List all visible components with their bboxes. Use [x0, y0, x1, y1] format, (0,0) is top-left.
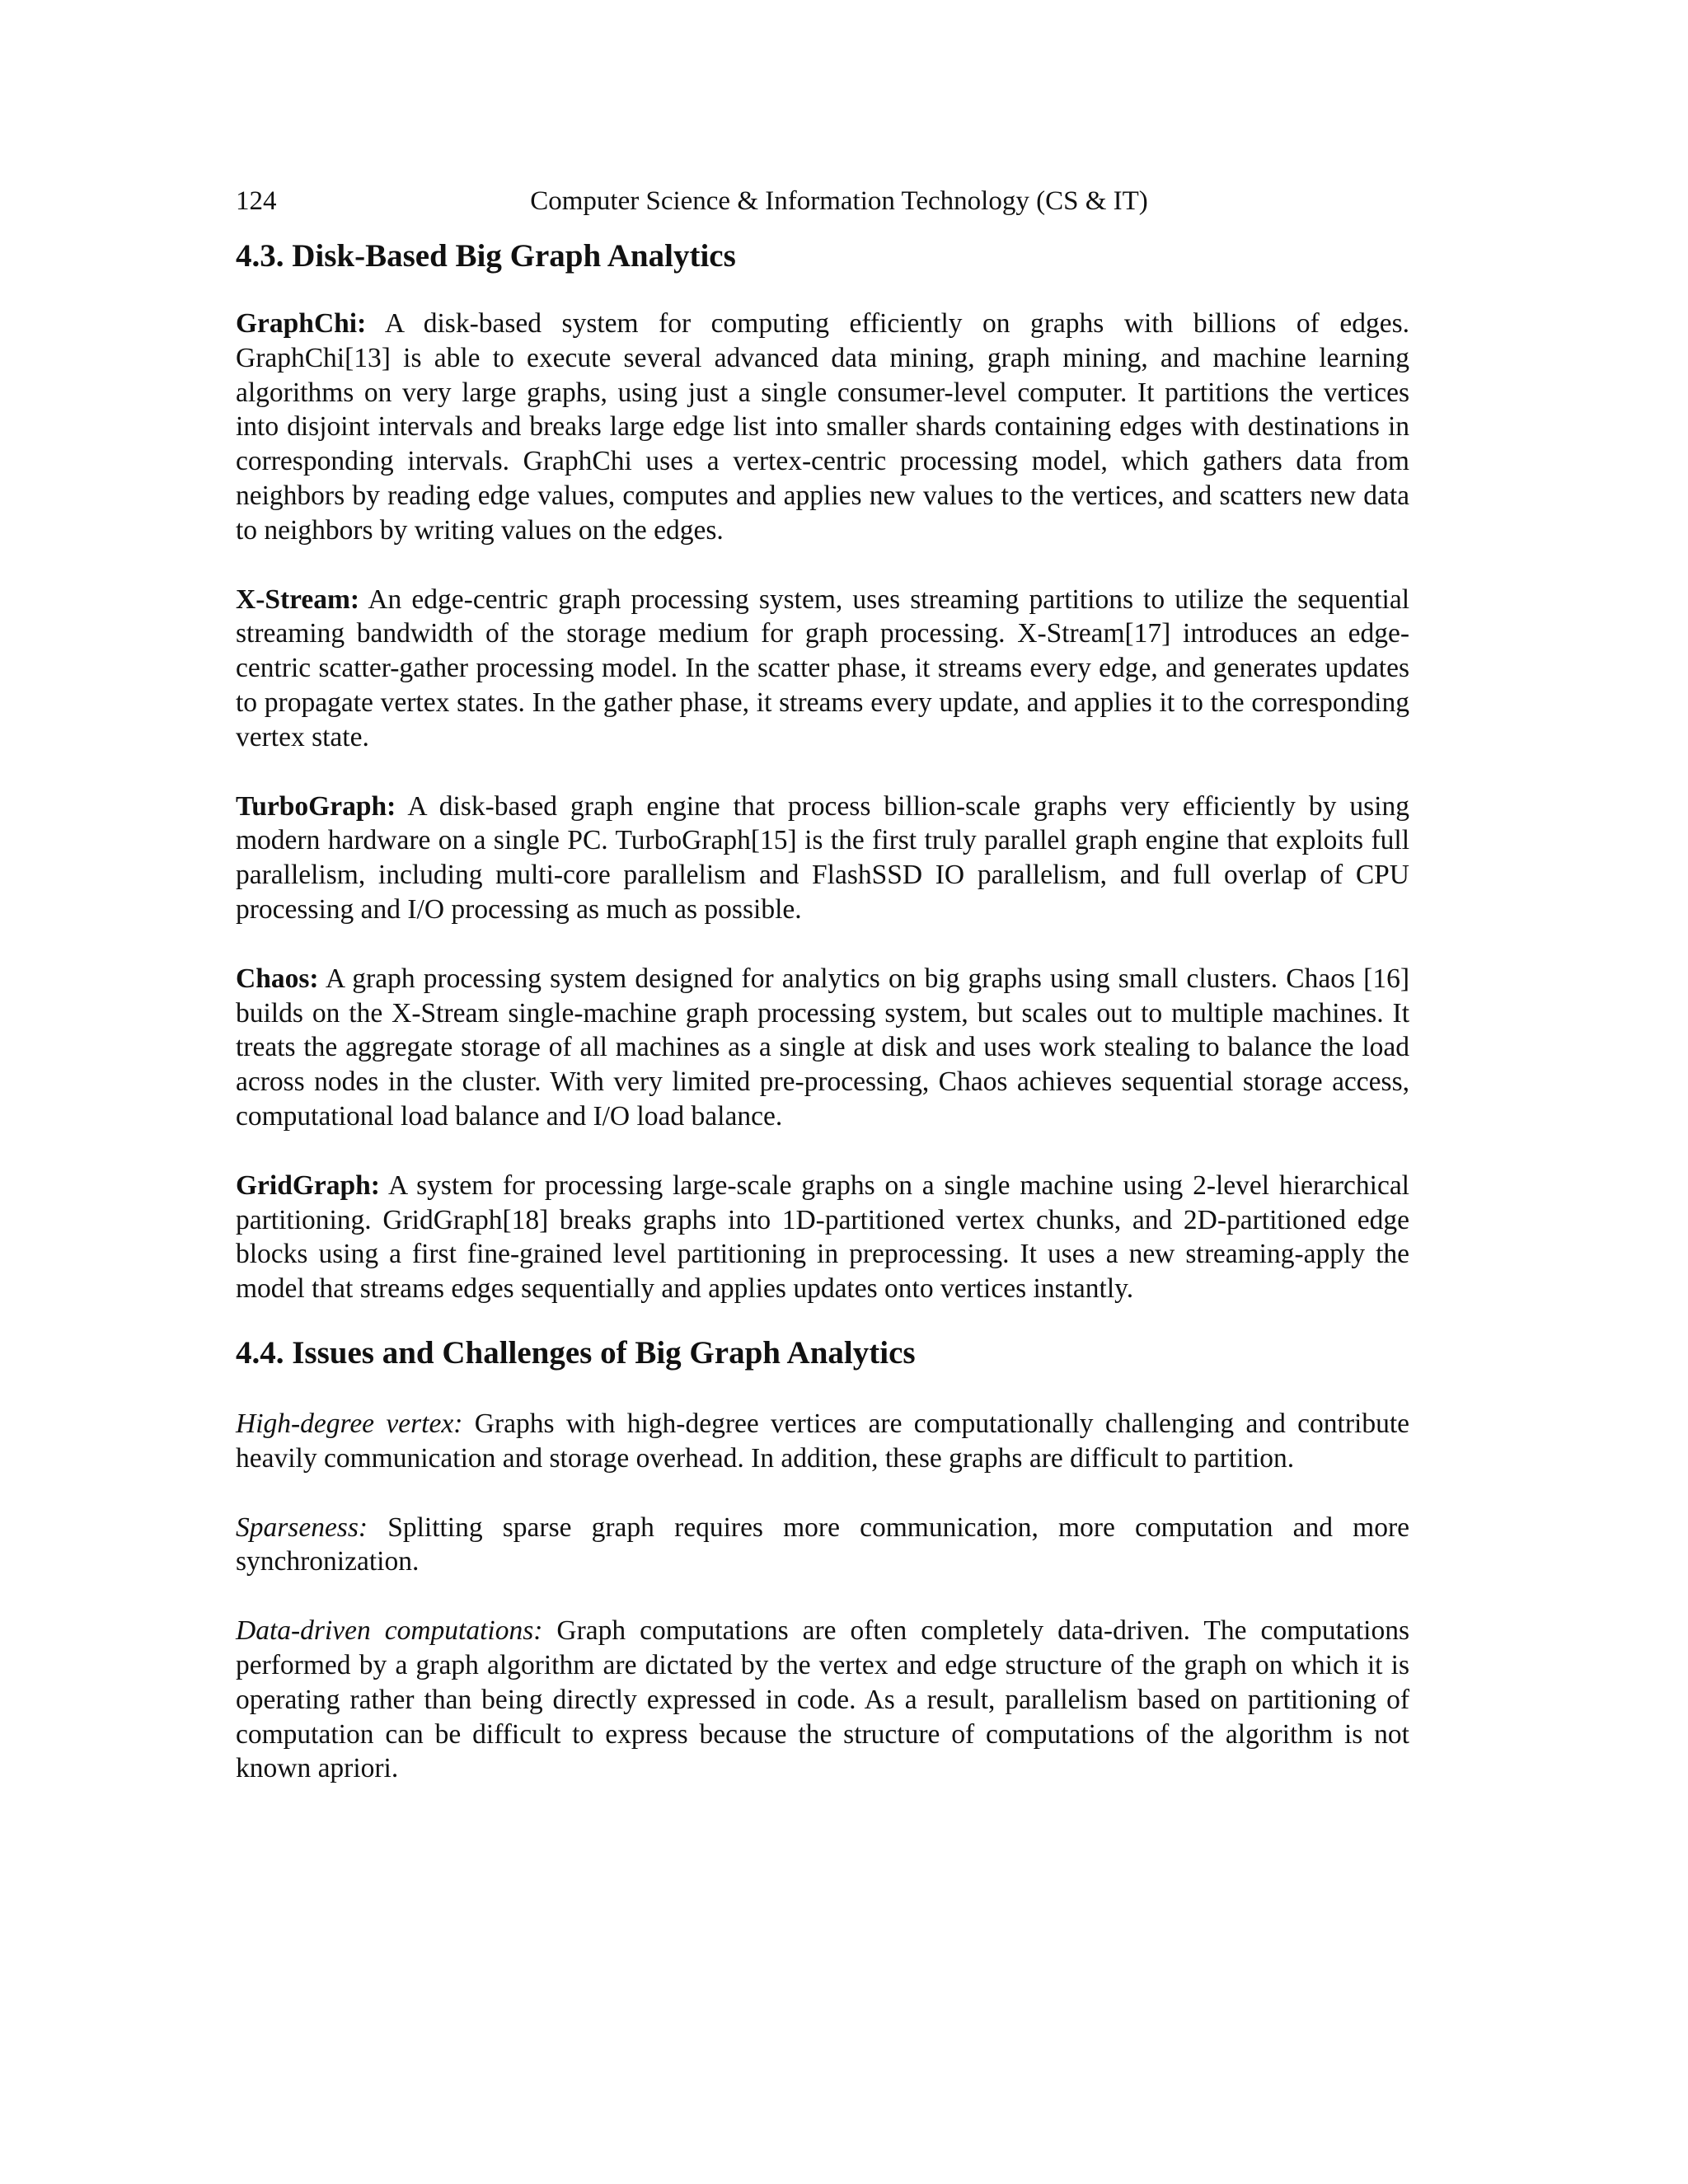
- paragraph-data-driven-computations: [236, 1614, 1409, 1786]
- body-data-driven-computations: Graph computations are often completely data-driven. The computations performed by a graph algorithm are dictated by the vertex and edge structure of the graph on which it is operating rather than being directly expressed in code. As a result, parallelism based on partitioning of computation can be difficult to express because the structure of computations of the algorithm is not known apriori.: [236, 1615, 1409, 1784]
- page-body: [236, 231, 1409, 1786]
- term-gridgraph: GridGraph:: [236, 1169, 380, 1201]
- body-chaos: A graph processing system designed for analytics on big graphs using small clusters. Chaos [16] builds on the X-Stream single-machine graph processing system, but scales out to multiple machines. It treats the aggregate storage of all machines as a single at disk and uses work stealing to balance the load across nodes in the cluster. With very limited pre-processing, Chaos achieves sequential storage access, computational load balance and I/O load balance.: [236, 963, 1409, 1132]
- body-sparseness: Splitting sparse graph requires more communication, more computation and more synchronization.: [236, 1511, 1409, 1577]
- journal-title: Computer Science & Information Technology (CS & IT): [530, 186, 1148, 216]
- body-gridgraph: A system for processing large-scale graphs on a single machine using 2-level hierarchical partitioning. GridGraph[18] breaks graphs into 1D-partitioned vertex chunks, and 2D-partitioned edge blocks using a first fine-grained level partitioning in preprocessing. It uses a new streaming-apply the model that streams edges sequentially and applies updates onto vertices instantly.: [236, 1169, 1409, 1305]
- section-heading-4-4: 4.4. Issues and Challenges of Big Graph Analytics: [236, 1334, 916, 1371]
- term-high-degree-vertex: High-degree vertex:: [236, 1408, 463, 1439]
- paragraph-chaos: [236, 962, 1409, 1134]
- paragraph-sparseness: [236, 1511, 1409, 1580]
- term-chaos: Chaos:: [236, 963, 319, 994]
- term-turbograph: TurboGraph:: [236, 790, 396, 822]
- page-number: 124: [236, 186, 277, 216]
- paragraph-high-degree-vertex: [236, 1407, 1409, 1476]
- body-turbograph: A disk-based graph engine that process billion-scale graphs very efficiently by using modern hardware on a single PC. TurboGraph[15] is the first truly parallel graph engine that exploits full parallelism, including multi-core parallelism and FlashSSD IO parallelism, and full overlap of CPU processing and I/O processing as much as possible.: [236, 790, 1409, 925]
- term-x-stream: X-Stream:: [236, 583, 360, 615]
- term-data-driven-computations: Data-driven computations:: [236, 1615, 543, 1647]
- body-high-degree-vertex: Graphs with high-degree vertices are computationally challenging and contribute heavily communication and storage overhead. In addition, these graphs are difficult to partition.: [236, 1408, 1409, 1474]
- paragraph-gridgraph: [236, 1169, 1409, 1306]
- term-graphchi: GraphChi:: [236, 308, 367, 339]
- paragraph-graphchi: [236, 307, 1409, 548]
- body-graphchi: A disk-based system for computing efficiently on graphs with billions of edges. GraphChi[13] is able to execute several advanced data mining, graph mining, and machine learning algorithms on very large graphs, using just a single consumer-level computer. It partitions the vertices into disjoint intervals and breaks large edge list into smaller shards containing edges with destinations in corresponding intervals. GraphChi uses a vertex-centric processing model, which gathers data from neighbors by reading edge values, computes and applies new values to the vertices, and scatters new data to neighbors by writing values on the edges.: [236, 308, 1409, 546]
- paragraph-turbograph: [236, 790, 1409, 927]
- term-sparseness: Sparseness:: [236, 1511, 368, 1543]
- running-header: [236, 183, 1409, 219]
- paragraph-x-stream: [236, 583, 1409, 755]
- body-x-stream: An edge-centric graph processing system, uses streaming partitions to utilize the sequential streaming bandwidth of the storage medium for graph processing. X-Stream[17] introduces an edge-centric scatter-gather processing model. In the scatter phase, it streams every edge, and generates updates to propagate vertex states. In the gather phase, it streams every update, and applies it to the corresponding vertex state.: [236, 583, 1409, 752]
- section-heading-4-3: 4.3. Disk-Based Big Graph Analytics: [236, 238, 736, 274]
